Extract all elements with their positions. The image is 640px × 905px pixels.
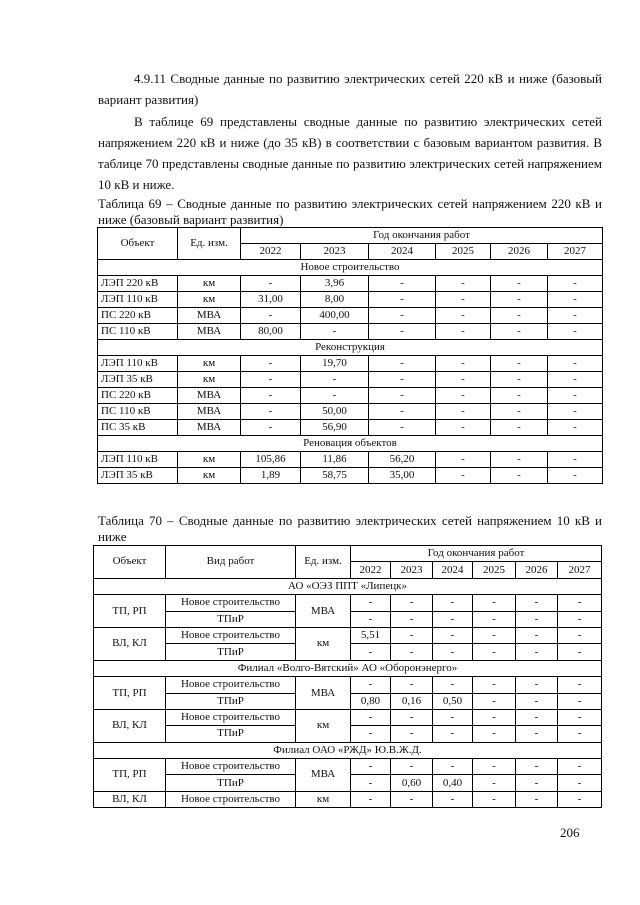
value-cell: 31,00 — [241, 292, 301, 308]
unit-cell: МВА — [178, 420, 241, 436]
value-cell: - — [558, 775, 602, 791]
work-type-cell: ТПиР — [166, 726, 296, 742]
value-cell: - — [491, 324, 548, 340]
value-cell: 35,00 — [369, 468, 436, 484]
table-row — [98, 292, 603, 308]
table-row — [98, 404, 603, 420]
work-type-cell: Новое строительство — [166, 677, 296, 693]
value-cell: - — [351, 775, 391, 791]
value-cell: - — [516, 791, 558, 807]
value-cell: - — [558, 595, 602, 611]
value-cell: - — [369, 372, 436, 388]
table-row — [94, 709, 602, 725]
value-cell: - — [516, 627, 558, 643]
value-cell: - — [436, 452, 491, 468]
object-cell: ЛЭП 110 кВ — [98, 452, 178, 468]
work-type-cell: ТПиР — [166, 611, 296, 627]
value-cell: - — [516, 693, 558, 709]
value-cell: - — [558, 693, 602, 709]
value-cell: - — [491, 356, 548, 372]
value-cell: 56,20 — [369, 452, 436, 468]
unit-cell: км — [178, 468, 241, 484]
value-cell: - — [436, 292, 491, 308]
value-cell: 0,40 — [433, 775, 473, 791]
value-cell: - — [516, 595, 558, 611]
work-type-cell: ТПиР — [166, 644, 296, 660]
value-cell: 0,50 — [433, 693, 473, 709]
object-cell: ТП, РП — [94, 759, 166, 792]
value-cell: - — [548, 276, 603, 292]
header-year: 2025 — [473, 562, 516, 578]
table-69 — [97, 227, 603, 484]
table-70 — [93, 545, 602, 808]
value-cell: - — [516, 709, 558, 725]
value-cell: - — [473, 644, 516, 660]
header-year-group: Год окончания работ — [351, 546, 602, 562]
value-cell: - — [548, 468, 603, 484]
header-year: 2027 — [548, 244, 603, 260]
object-cell: ТП, РП — [94, 677, 166, 710]
value-cell: - — [516, 644, 558, 660]
section-title: Реконструкция — [98, 340, 603, 356]
value-cell: - — [391, 595, 433, 611]
value-cell: 8,00 — [301, 292, 369, 308]
section-row — [94, 578, 602, 594]
object-cell: ЛЭП 110 кВ — [98, 356, 178, 372]
table-row — [94, 627, 602, 643]
table-row — [94, 677, 602, 693]
value-cell: - — [436, 276, 491, 292]
header-year: 2024 — [433, 562, 473, 578]
value-cell: - — [433, 677, 473, 693]
value-cell: - — [473, 693, 516, 709]
value-cell: - — [473, 759, 516, 775]
section-title: Реновация объектов — [98, 436, 603, 452]
value-cell: - — [369, 324, 436, 340]
value-cell: - — [558, 627, 602, 643]
value-cell: - — [351, 726, 391, 742]
value-cell: - — [241, 404, 301, 420]
header-year: 2027 — [558, 562, 602, 578]
table-row — [98, 372, 603, 388]
value-cell: - — [241, 356, 301, 372]
value-cell: - — [241, 276, 301, 292]
value-cell: - — [558, 677, 602, 693]
work-type-cell: Новое строительство — [166, 627, 296, 643]
value-cell: - — [351, 595, 391, 611]
value-cell: - — [391, 726, 433, 742]
value-cell: - — [433, 709, 473, 725]
value-cell: - — [473, 709, 516, 725]
object-cell: ВЛ, КЛ — [94, 627, 166, 660]
value-cell: - — [548, 452, 603, 468]
value-cell: - — [351, 709, 391, 725]
value-cell: - — [548, 292, 603, 308]
work-type-cell: Новое строительство — [166, 595, 296, 611]
value-cell: - — [558, 791, 602, 807]
unit-cell: км — [296, 709, 351, 742]
unit-cell: км — [296, 791, 351, 807]
header-year: 2022 — [351, 562, 391, 578]
header-unit: Ед. изм. — [296, 546, 351, 579]
value-cell: - — [351, 759, 391, 775]
value-cell: - — [369, 308, 436, 324]
unit-cell: МВА — [296, 677, 351, 710]
table-row — [98, 452, 603, 468]
work-type-cell: Новое строительство — [166, 759, 296, 775]
header-year: 2022 — [241, 244, 301, 260]
value-cell: - — [473, 791, 516, 807]
header-unit: Ед. изм. — [178, 228, 241, 260]
work-type-cell: Новое строительство — [166, 709, 296, 725]
value-cell: - — [548, 308, 603, 324]
table-row — [98, 356, 603, 372]
value-cell: 56,90 — [301, 420, 369, 436]
object-cell: ПС 110 кВ — [98, 324, 178, 340]
value-cell: - — [351, 677, 391, 693]
header-year-group: Год окончания работ — [241, 228, 603, 244]
value-cell: - — [436, 372, 491, 388]
value-cell: 5,51 — [351, 627, 391, 643]
value-cell: - — [369, 276, 436, 292]
value-cell: - — [351, 611, 391, 627]
value-cell: - — [473, 611, 516, 627]
work-type-cell: ТПиР — [166, 693, 296, 709]
value-cell: 0,80 — [351, 693, 391, 709]
value-cell: - — [548, 420, 603, 436]
value-cell: - — [433, 644, 473, 660]
table-row — [98, 276, 603, 292]
value-cell: - — [548, 388, 603, 404]
value-cell: - — [558, 726, 602, 742]
unit-cell: МВА — [178, 308, 241, 324]
value-cell: 11,86 — [301, 452, 369, 468]
work-type-cell: Новое строительство — [166, 791, 296, 807]
object-cell: ТП, РП — [94, 595, 166, 628]
value-cell: - — [473, 775, 516, 791]
table-row — [98, 388, 603, 404]
value-cell: - — [473, 726, 516, 742]
unit-cell: км — [178, 452, 241, 468]
value-cell: - — [241, 420, 301, 436]
object-cell: ПС 220 кВ — [98, 308, 178, 324]
value-cell: - — [433, 611, 473, 627]
object-cell: ЛЭП 220 кВ — [98, 276, 178, 292]
table-row — [98, 308, 603, 324]
value-cell: - — [491, 308, 548, 324]
value-cell: - — [241, 372, 301, 388]
header-object: Объект — [98, 228, 178, 260]
header-year: 2023 — [391, 562, 433, 578]
value-cell: - — [491, 452, 548, 468]
object-cell: ПС 220 кВ — [98, 388, 178, 404]
value-cell: - — [351, 791, 391, 807]
value-cell: - — [391, 791, 433, 807]
value-cell: - — [558, 611, 602, 627]
value-cell: - — [491, 276, 548, 292]
value-cell: - — [436, 388, 491, 404]
value-cell: 0,16 — [391, 693, 433, 709]
value-cell: - — [436, 356, 491, 372]
object-cell: ЛЭП 35 кВ — [98, 468, 178, 484]
table-69-caption: Таблица 69 – Сводные данные по развитию электрических сетей напряжением 220 кВ и ниже (базовый вариант развития) — [98, 196, 602, 227]
value-cell: - — [241, 308, 301, 324]
section-row — [94, 660, 602, 676]
value-cell: - — [491, 292, 548, 308]
value-cell: - — [436, 324, 491, 340]
value-cell: - — [548, 356, 603, 372]
header-row — [94, 546, 602, 562]
unit-cell: МВА — [296, 595, 351, 628]
value-cell: 0,60 — [391, 775, 433, 791]
value-cell: - — [301, 324, 369, 340]
object-cell: ПС 110 кВ — [98, 404, 178, 420]
value-cell: - — [516, 677, 558, 693]
value-cell: 1,89 — [241, 468, 301, 484]
value-cell: - — [473, 677, 516, 693]
value-cell: - — [391, 709, 433, 725]
value-cell: 3,96 — [301, 276, 369, 292]
value-cell: - — [391, 759, 433, 775]
header-row — [98, 228, 603, 244]
table-row — [94, 759, 602, 775]
value-cell: - — [369, 420, 436, 436]
value-cell: - — [516, 611, 558, 627]
header-year: 2024 — [369, 244, 436, 260]
value-cell: - — [351, 644, 391, 660]
value-cell: - — [391, 611, 433, 627]
header-year: 2026 — [491, 244, 548, 260]
value-cell: - — [473, 627, 516, 643]
section-row — [98, 340, 603, 356]
value-cell: - — [301, 372, 369, 388]
section-row — [94, 742, 602, 758]
section-title: АО «ОЭЗ ППТ «Липецк» — [94, 578, 602, 594]
value-cell: - — [516, 759, 558, 775]
value-cell: - — [436, 468, 491, 484]
value-cell: - — [548, 404, 603, 420]
object-cell: ЛЭП 35 кВ — [98, 372, 178, 388]
value-cell: - — [391, 627, 433, 643]
value-cell: 50,00 — [301, 404, 369, 420]
section-heading: 4.9.11 Сводные данные по развитию электрических сетей 220 кВ и ниже (базовый вариант развития) — [98, 71, 602, 107]
table-row — [98, 324, 603, 340]
value-cell: - — [436, 308, 491, 324]
unit-cell: МВА — [178, 324, 241, 340]
section-row — [98, 260, 603, 276]
value-cell: - — [301, 388, 369, 404]
value-cell: - — [433, 627, 473, 643]
value-cell: - — [516, 775, 558, 791]
value-cell: - — [369, 292, 436, 308]
value-cell: - — [558, 644, 602, 660]
value-cell: - — [391, 644, 433, 660]
value-cell: - — [433, 726, 473, 742]
header-year: 2025 — [436, 244, 491, 260]
work-type-cell: ТПиР — [166, 775, 296, 791]
section-title: Филиал ОАО «РЖД» Ю.В.Ж.Д. — [94, 742, 602, 758]
unit-cell: км — [178, 292, 241, 308]
value-cell: - — [473, 595, 516, 611]
value-cell: - — [491, 388, 548, 404]
value-cell: - — [491, 372, 548, 388]
object-cell: ПС 35 кВ — [98, 420, 178, 436]
header-object: Объект — [94, 546, 166, 579]
table-70-caption: Таблица 70 – Сводные данные по развитию электрических сетей напряжением 10 кВ и ниже — [98, 513, 602, 544]
value-cell: - — [548, 372, 603, 388]
value-cell: - — [369, 388, 436, 404]
value-cell: - — [491, 468, 548, 484]
value-cell: - — [548, 324, 603, 340]
value-cell: - — [241, 388, 301, 404]
value-cell: - — [391, 677, 433, 693]
value-cell: - — [369, 404, 436, 420]
header-work: Вид работ — [166, 546, 296, 579]
value-cell: - — [558, 759, 602, 775]
unit-cell: МВА — [178, 404, 241, 420]
unit-cell: км — [178, 372, 241, 388]
value-cell: 105,86 — [241, 452, 301, 468]
header-year: 2026 — [516, 562, 558, 578]
table-row — [98, 468, 603, 484]
value-cell: - — [516, 726, 558, 742]
unit-cell: МВА — [178, 388, 241, 404]
unit-cell: км — [178, 276, 241, 292]
header-year: 2023 — [301, 244, 369, 260]
value-cell: - — [436, 420, 491, 436]
value-cell: - — [369, 356, 436, 372]
object-cell: ЛЭП 110 кВ — [98, 292, 178, 308]
section-title: Филиал «Волго-Вятский» АО «Оборонэнерго» — [94, 660, 602, 676]
object-cell: ВЛ, КЛ — [94, 709, 166, 742]
unit-cell: км — [178, 356, 241, 372]
value-cell: - — [558, 709, 602, 725]
section-title: Новое строительство — [98, 260, 603, 276]
table-row — [94, 791, 602, 807]
value-cell: 19,70 — [301, 356, 369, 372]
table-row — [94, 595, 602, 611]
value-cell: 58,75 — [301, 468, 369, 484]
value-cell: - — [436, 404, 491, 420]
value-cell: 400,00 — [301, 308, 369, 324]
page-number: 206 — [560, 825, 580, 840]
value-cell: - — [491, 420, 548, 436]
unit-cell: км — [296, 627, 351, 660]
section-row — [98, 436, 603, 452]
value-cell: 80,00 — [241, 324, 301, 340]
value-cell: - — [433, 595, 473, 611]
unit-cell: МВА — [296, 759, 351, 792]
value-cell: - — [491, 404, 548, 420]
value-cell: - — [433, 759, 473, 775]
value-cell: - — [433, 791, 473, 807]
object-cell: ВЛ, КЛ — [94, 791, 166, 807]
intro-paragraph: В таблице 69 представлены сводные данные по развитию электрических сетей напряжением 220 кВ и ниже (до 35 кВ) в соответствии с базовым вариантом развития. В таблице 70 представлены сводные данные по развитию электрических сетей напряжением 10 кВ и ниже. — [98, 114, 602, 192]
table-row — [98, 420, 603, 436]
